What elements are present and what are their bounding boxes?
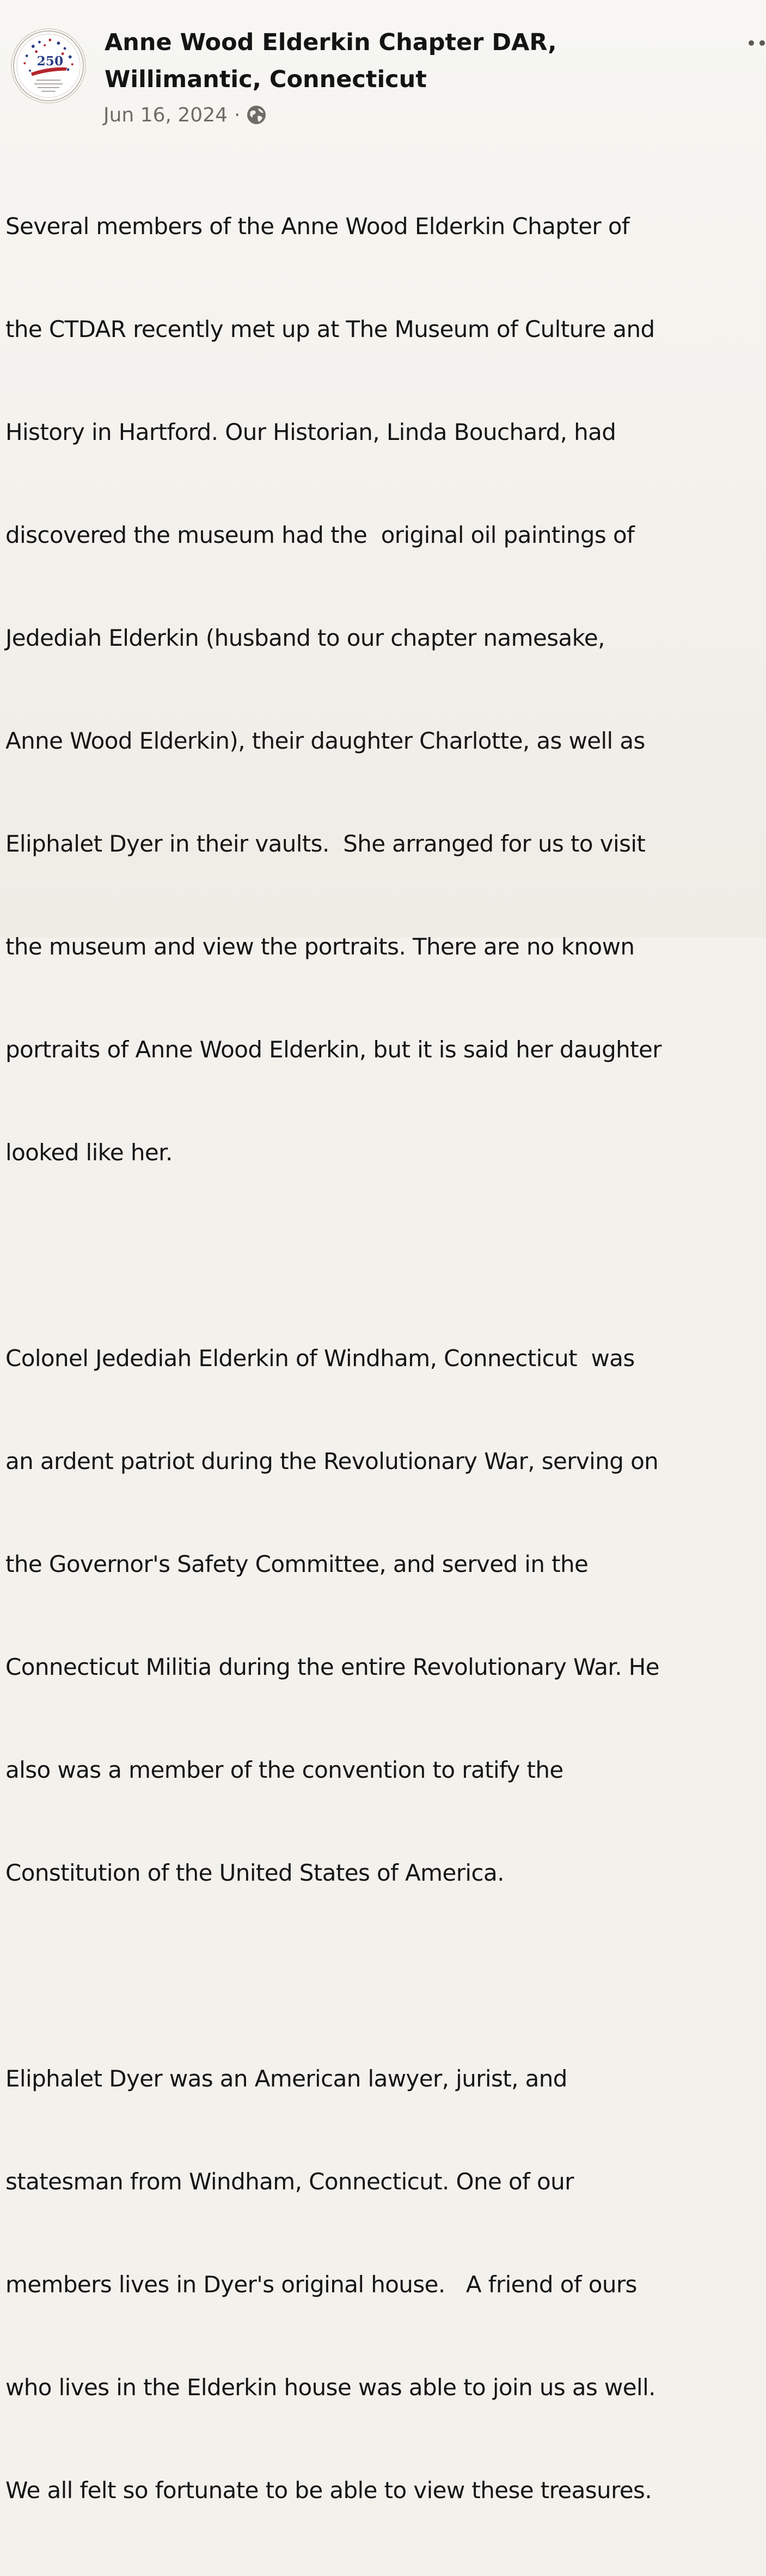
post-body [5, 140, 766, 2576]
more-options-icon [745, 35, 766, 51]
post-line: portraits of Anne Wood Elderkin, but it is said her daughter [5, 1036, 661, 1063]
post-line: the Governor's Safety Committee, and served in the [5, 1551, 589, 1577]
dar-250-logo-icon [12, 29, 85, 102]
page-avatar[interactable] [11, 28, 86, 103]
post-line: Jedediah Elderkin (husband to our chapter namesake, [5, 625, 605, 651]
globe-icon [246, 104, 267, 126]
post-line: Eliphalet Dyer in their vaults. She arranged for us to visit [5, 830, 646, 857]
post-line: Eliphalet Dyer was an American lawyer, jurist, and [5, 2065, 567, 2092]
post-line: History in Hartford. Our Historian, Linda Bouchard, had [5, 419, 616, 445]
post-line: Constitution of the United States of America. [5, 1859, 504, 1886]
post-line: looked like her. [5, 1139, 173, 1166]
post-line: statesman from Windham, Connecticut. One of our [5, 2168, 574, 2195]
more-options-button[interactable] [745, 35, 766, 51]
post-line: an ardent patriot during the Revolutionary War, serving on [5, 1448, 659, 1474]
post-line: the museum and view the portraits. There are no known [5, 933, 635, 960]
page-name[interactable] [105, 24, 703, 98]
post-line: Colonel Jedediah Elderkin of Windham, Connecticut was [5, 1345, 635, 1372]
post-line: Connecticut Militia during the entire Revolutionary War. He [5, 1654, 659, 1680]
post-line: Several members of the Anne Wood Elderkin Chapter of [5, 213, 630, 240]
post-line: We all felt so fortunate to be able to view these treasures. [5, 2477, 652, 2504]
post-line: the CTDAR recently met up at The Museum of Culture and [5, 316, 655, 342]
post-line: also was a member of the convention to ratify the [5, 1757, 563, 1783]
meta-separator: · [234, 103, 241, 126]
post-line: who lives in the Elderkin house was able to join us as well. [5, 2374, 655, 2401]
paragraph-gap [5, 1959, 766, 1993]
post-line: members lives in Dyer's original house. A friend of ours [5, 2271, 637, 2298]
post-line: discovered the museum had the original oil paintings of [5, 522, 635, 548]
avatar-250-text: 250 [36, 54, 64, 69]
post-line: Anne Wood Elderkin), their daughter Charlotte, as well as [5, 727, 645, 754]
paragraph-gap [5, 1238, 766, 1272]
page-name-line1[interactable]: Anne Wood Elderkin Chapter DAR, [105, 29, 557, 56]
post-meta [103, 101, 267, 129]
post-date[interactable]: Jun 16, 2024 [103, 103, 228, 126]
page-name-line2[interactable]: Willimantic, Connecticut [105, 66, 427, 93]
